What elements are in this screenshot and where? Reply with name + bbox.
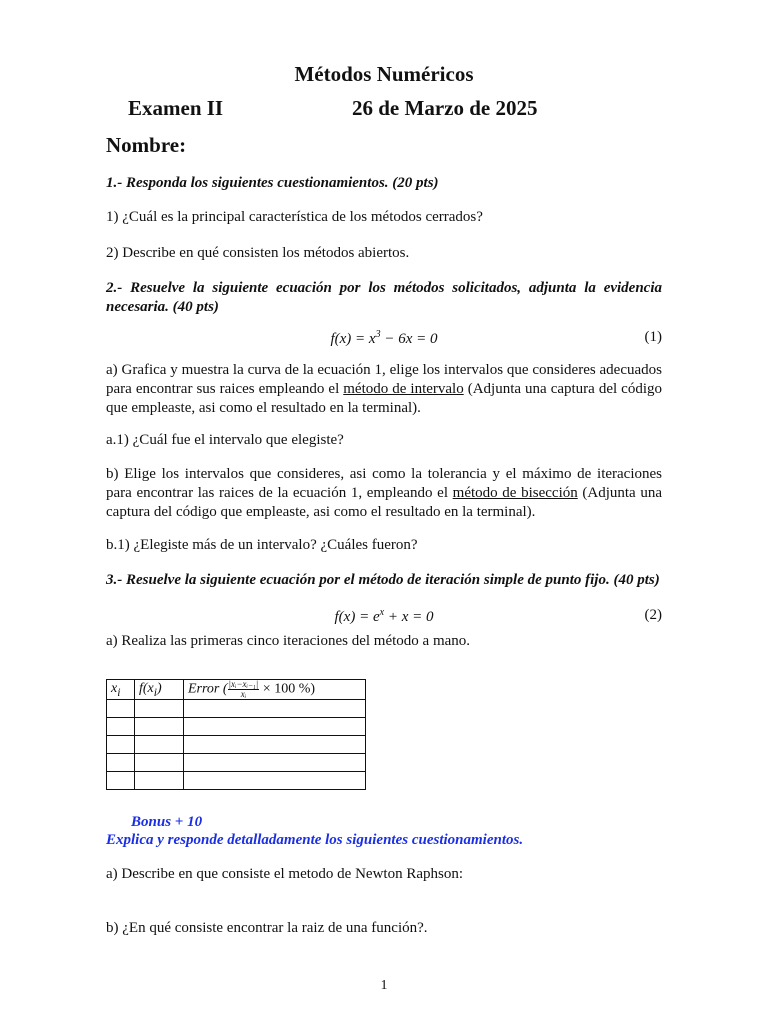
bonus-question-b: b) ¿En qué consiste encontrar la raiz de una función?. [106,920,428,936]
error-fraction: $\frac{\text{|xᵢ−xᵢ₋₁|}}{\text{xᵢ}}$ [228,679,259,699]
equation-1 [106,329,662,348]
equation-1-formula: $f(x) = x^3 - 6x = 0$ [330,329,438,347]
table-cell[interactable] [107,700,135,718]
table-cell[interactable] [135,718,184,736]
section-3-part-a: a) Realiza las primeras cinco iteraciones del método a mano. [106,633,471,649]
table-cell[interactable] [135,772,184,790]
iteration-table [106,679,366,790]
table-row [107,754,366,772]
table-row [107,718,366,736]
table-cell[interactable] [135,736,184,754]
table-cell[interactable] [107,754,135,772]
table-cell[interactable] [184,700,366,718]
section-2-part-b1: b.1) ¿Elegiste más de un intervalo? ¿Cuáles fueron? [106,537,418,553]
table-row [107,700,366,718]
exam-label: Examen II [128,96,224,120]
equation-1-number: (1) [644,329,662,345]
section-1-heading: 1.- Responda los siguientes cuestionamientos. (20 pts) [106,175,439,191]
table-cell[interactable] [107,718,135,736]
bisection-method-text: método de bisección [452,485,578,501]
bonus-subtitle: Explica y responde detalladamente los siguientes cuestionamientos. [106,832,524,848]
section-1-question-1: 1) ¿Cuál es la principal característica de los métodos cerrados? [106,209,483,225]
table-header-row [107,680,366,700]
section-2-part-a1: a.1) ¿Cuál fue el intervalo que elegiste? [106,432,344,448]
interval-method-text: método de intervalo [343,381,464,397]
exam-date: 26 de Marzo de 2025 [352,96,538,120]
header-xi: $x_i$ [107,680,135,700]
table-cell[interactable] [135,700,184,718]
section-2-heading: 2.- Resuelve la siguiente ecuación por los métodos solicitados, adjunta la evidencia necesaria. (40 pts) [106,280,662,315]
table-cell[interactable] [135,754,184,772]
section-2-part-a: a) Grafica y muestra la curva de la ecuación 1, elige los intervalos que consideres adecuados para encontrar sus raices empleando el método de intervalo (Adjunta una captura del código que empleaste, asi como el resultado en la terminal). [106,362,662,416]
header-fxi: $f(x_i)$ [135,680,184,700]
section-1-question-2: 2) Describe en qué consisten los métodos abiertos. [106,245,410,261]
name-label: Nombre: [106,133,187,157]
bonus-title: Bonus + 10 [131,814,203,830]
section-3-heading: 3.- Resuelve la siguiente ecuación por el método de iteración simple de punto fijo. (40 pts) [106,572,660,588]
header-error: Error ( $\frac{\text{|xᵢ−xᵢ₋₁|}}{\text{xᵢ}}$ × 100 %) [184,680,366,700]
table-cell[interactable] [107,772,135,790]
table-cell[interactable] [107,736,135,754]
table-row [107,736,366,754]
table-row [107,772,366,790]
equation-2 [106,607,662,626]
table-cell[interactable] [184,736,366,754]
section-2-part-b: b) Elige los intervalos que consideres, asi como la tolerancia y el máximo de iteraciones para encontrar las raices de la ecuación 1, empleando el método de bisección (Adjunta una captura del código que empleaste, asi como el resultado en la terminal). [106,466,662,520]
page-number: 1 [380,978,388,993]
table-cell[interactable] [184,772,366,790]
table-cell[interactable] [184,754,366,772]
table-cell[interactable] [184,718,366,736]
equation-2-formula: $f(x) = e^x + x = 0$ [334,607,434,625]
document-title: Métodos Numéricos [294,62,474,86]
bonus-question-a: a) Describe en que consiste el metodo de Newton Raphson: [106,866,463,882]
equation-2-number: (2) [644,607,662,623]
